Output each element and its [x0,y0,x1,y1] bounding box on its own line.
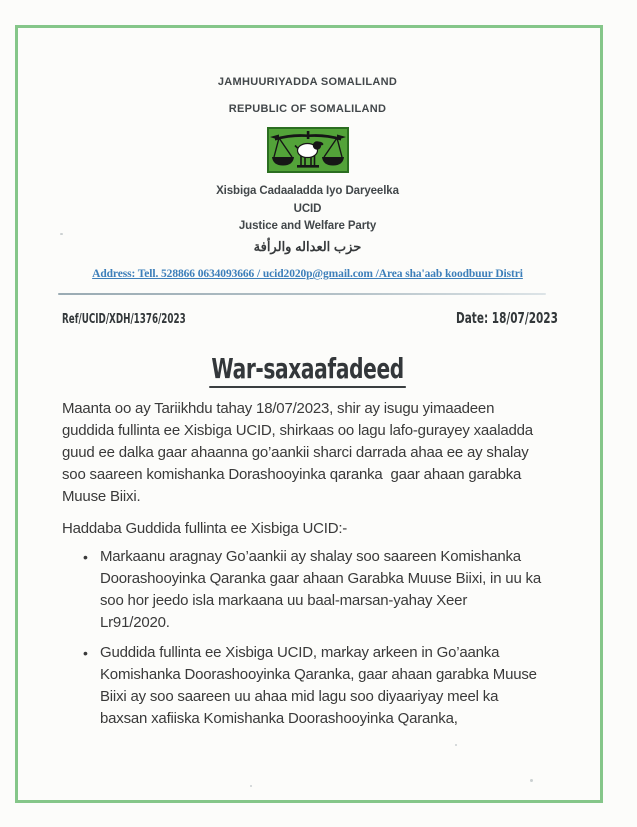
address-line: Address: Tell. 528866 0634093666 / ucid2020p@gmail.com /Area sha'aab koodbuur Distri [92,268,523,280]
scan-speck [530,779,533,782]
bullet1-line: Doorashooyinka Qaranka gaar ahaan Garabka Muuse Biixi, in uu ka [100,570,541,587]
bullet2-line: Guddida fullinta ee Xisbiga UCID, markay arkeen in Go’aanka [100,644,500,661]
party-abbreviation: UCID [293,203,322,215]
party-name-english: Justice and Welfare Party [238,220,377,232]
document-date: Date: 18/07/2023 [456,309,558,327]
country-name-english: REPUBLIC OF SOMALILAND [228,103,387,115]
list-item [83,546,541,634]
intro-line: soo saareen komishanka Dorashooyinka qaranka gaar ahaan garabka [62,466,522,483]
scan-speck [455,744,457,746]
bullet2-line: Biixi ay soo saareen uu ahaa mid lagu soo diyaariyay meel ka [100,688,499,705]
party-name-arabic: حزب العداله والرأفة [253,239,362,254]
list-item [83,642,541,730]
intro-line: Muuse Biixi. [62,488,141,505]
scan-speck [250,785,252,787]
bullet2-line: Komishanka Doorashooyinka Qaranka, gaar ahaan garabka Muuse [100,666,537,683]
intro-paragraph [62,398,533,508]
bullet-icon: • [83,645,88,661]
bullet1-line: soo hor jeedo isla markaana uu baal-marsan-yahay Xeer [100,592,468,609]
scales-and-sheep-logo-icon [267,127,349,173]
intro-line: Maanta oo ay Tariikhdu tahay 18/07/2023, shir ay isugu yimaadeen [62,400,495,417]
intro-line: guddida fullinta ee Xisbiga UCID, shirkaas oo lagu lafo-gurayey xaaladda [62,422,533,439]
lead-in-line: Haddaba Guddida fullinta ee Xisbiga UCID:- [62,520,348,537]
reference-number: Ref/UCID/XDH/1376/2023 [62,311,186,327]
scan-speck [60,233,63,235]
party-logo [15,127,600,178]
intro-line: guud ee dalka gaar ahaanna go’aankii sharci darrada ahaa ee ay shalay [62,444,529,461]
bullet2-line: baxsan xafiiska Komishanka Doorashooyinka Qaranka, [100,710,458,727]
bullet1-line: Lr91/2020. [100,614,170,631]
header-divider-line [58,293,546,295]
document-title: War-saxaafadeed [209,352,406,388]
country-name-somali: JAMHUURIYADDA SOMALILAND [217,76,398,88]
bullet1-line: Markaanu aragnay Go’aankii ay shalay soo saareen Komishanka [100,548,521,565]
bullet-icon: • [83,549,88,565]
party-name-somali: Xisbiga Cadaaladda Iyo Daryeelka [216,185,399,197]
bullet-list [83,546,541,738]
